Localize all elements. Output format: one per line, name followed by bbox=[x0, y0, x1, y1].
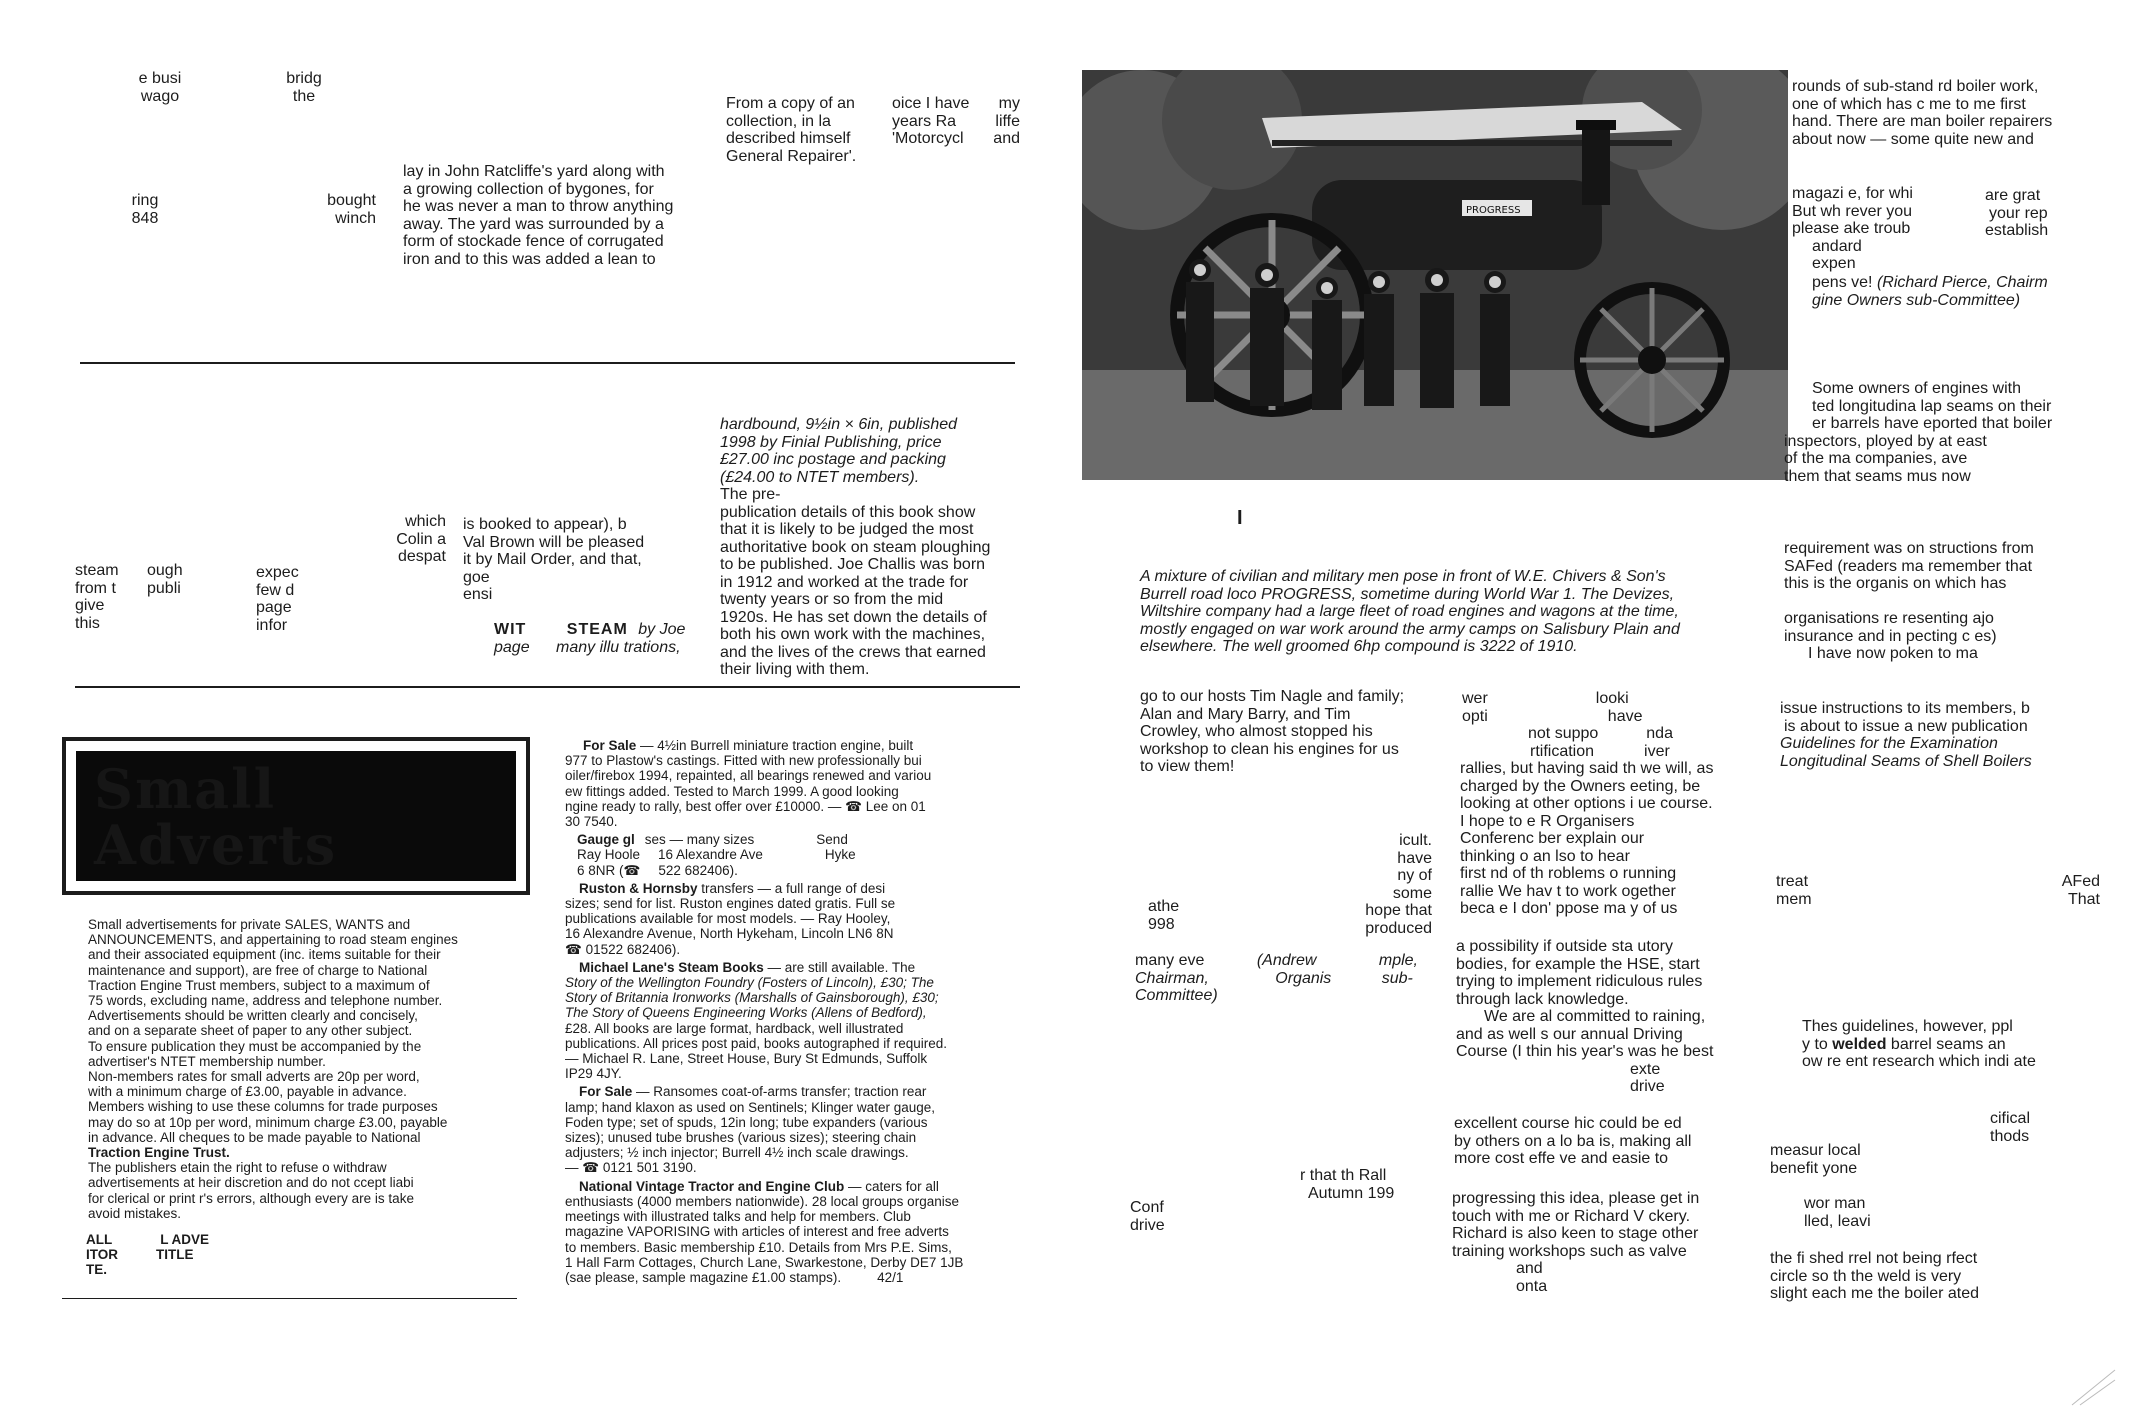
photo-caption: A mixture of civilian and military men pose in front of W.E. Chivers & Son's Burrell road loco PROGRESS, sometime during World War 1. The Devizes, Wiltshire company had a large fleet of road engines and wagons at the time, mostly engaged on war work around the army camps on Salisbury Plain and elsewhere. The well groomed 6hp compound is 3222 of 1910. bbox=[1140, 568, 1680, 655]
engine-nameplate: PROGRESS bbox=[1466, 205, 1521, 216]
guidelines-paragraph: Thes guidelines, however, ppl y to welded barrel seams an ow re ent research which indi ate bbox=[1802, 1018, 2036, 1070]
copy-paragraph-c: my liffe and bbox=[993, 95, 1020, 147]
safed-fragment: AFed That bbox=[2061, 873, 2100, 908]
fragment-row2-c: expec few d page infor bbox=[256, 564, 299, 634]
excellent-course-paragraph: excellent course hic could be ed by others on a lo ba is, making all more cost effe ve and easie to bbox=[1454, 1115, 1692, 1167]
advert-listings bbox=[565, 738, 995, 1288]
fragment-mid-a: ring 848 bbox=[131, 192, 159, 227]
small-ads-intro: Small advertisements for private SALES, WANTS and ANNOUNCEMENTS, and appertaining to road steam engines and their associated equipment (inc. items suitable for their maintenance and support), are free of charge to National Traction Engine Trust members, subject to a maximum of 75 words, excluding name, address and telephone number. Advertisements should be written clearly and concisely, and on a separate sheet of paper to any other subject. To ensure publication they must be accompanied by the advertiser's NTET membership number. Non-members rates for small adverts are 20p per word, with a minimum charge of £3.00, payable in advance. Members wishing to use these columns for trade purposes may do so at 10p per word, minimum charge £3.00, payable in advance. All cheques to be made payable to National Traction Engine Trust. The publishers etain the right to refuse o withdraw advertisements at heir discretion and do not ccept liabi for clerical or print r's errors, although every are is take avoid mistakes. bbox=[88, 917, 458, 1221]
difficult-fragment: icult. have ny of some hope that produced bbox=[1365, 832, 1432, 937]
book-author: by Joe bbox=[638, 621, 686, 638]
boiler-work-paragraph: rounds of sub-stand rd boiler work, one of which has c me to me first hand. There are man boiler repairers about now — some quite new and bbox=[1792, 78, 2053, 148]
small-adverts-logo bbox=[62, 737, 530, 895]
which-paragraph-a: which Colin a despat bbox=[396, 513, 446, 565]
book-title-part-1: WIT bbox=[494, 621, 527, 638]
finished-barrel-paragraph: the fi shed rrel not being rfect circle so th the weld is very slight each me the boiler ated bbox=[1770, 1250, 1980, 1302]
measur-fragment: measur local benefit yone bbox=[1770, 1142, 1861, 1177]
owners-paragraph: Some owners of engines with ted longitudina lap seams on their er barrels have eported that boiler inspectors, ployed by at east of the ma companies, ave them that seams mus now bbox=[1784, 380, 2053, 485]
magazine-paragraph-b: are grat your rep establish bbox=[1985, 187, 2049, 239]
possibility-paragraph: a possibility if outside sta utory bodies, for example the HSE, start trying to implement ridiculous rules through lack knowledge. We are al committed to raining, and as well s our annual Driving Course (I thin his year's was he best exte drive bbox=[1456, 938, 1714, 1095]
section-divider-1 bbox=[80, 362, 1015, 364]
advert-michael-lane-books: Michael Lane's Steam Books — are still available. The Story of the Wellington Foundry (Fosters of Lincoln), £30; The Story of Britannia Ironworks (Marshalls of Gainsborough), £30; The Story of Queens Engineering Works (Allens of Bedford), £28. All books are large format, hardback, well illustrated publications. All prices post paid, books autographed if required. — Michael R. Lane, Street House, Bury St Edmunds, Suffolk IP29 4JY. bbox=[565, 959, 947, 1082]
requirement-paragraph: requirement was on structions from SAFed (readers ma remember that this is the organis on which has bbox=[1784, 540, 2034, 592]
corner-fold-mark bbox=[2070, 1360, 2120, 1410]
ads-bottom-rule bbox=[62, 1298, 517, 1299]
historic-steam-engine-photo bbox=[1082, 70, 1788, 480]
rallies-paragraph: rallies, but having said th we will, as charged by the Owners eeting, be looking at other options i ue course. I hope to e R Organisers Conferenc ber explain our thinking o an lso to hear first nd of th roblems o running rallie We hav t to work ogether beca e I don' ppose ma y of us bbox=[1460, 760, 1714, 917]
book-pages: page bbox=[494, 638, 530, 656]
fragment-row2-a: steam from t give this bbox=[75, 562, 119, 632]
top-fragment-middle: wer looki opti have not suppo nda rtification iver bbox=[1462, 690, 1673, 760]
advert-nvtec-club: National Vintage Tractor and Engine Club — caters for all enthusiasts (4000 members nationwide). 28 local groups organise meetings with illustrated talks and help for members. Club magazine VAPORISING with articles of interest and free adverts to members. Basic membership £10. Details from Mrs P.E. Sims, 1 Hall Farm Cottages, Church Lane, Swarkestone, Derby DE7 1JB (sae please, sample magazine £1.00 stamps). 42/1 bbox=[565, 1178, 964, 1285]
small-ads-footer: ALL L ADVE ITOR TITLE TE. bbox=[86, 1232, 210, 1278]
magazine-signoff: pens ve! (Richard Pierce, Chairm gine Owners sub-Committee) bbox=[1812, 274, 2048, 309]
book-illustrations: many illu trations, bbox=[556, 638, 681, 656]
caption-marker: I bbox=[1237, 507, 1243, 529]
fragment-top-a: e busi wago bbox=[138, 70, 182, 105]
book-review-paragraph: hardbound, 9½in × 6in, published 1998 by Finial Publishing, price £27.00 inc postage and packing (£24.00 to NTET members). The pre- publication details of this book show that it is likely to be judged the most authoritative book on steam ploughing to be published. Joe Challis was born in 1912 and worked at the trade for twenty years or so from the mid 1920s. He has set down the details of both his own work with the machines, and the lives of the crews that earned their living with them. bbox=[720, 416, 991, 678]
copy-paragraph-a: From a copy of an collection, in la described himself General Repairer'. bbox=[726, 95, 857, 165]
rally-fragment: r that th Rall Autumn 199 bbox=[1300, 1167, 1395, 1202]
andrew-signoff: many eve (Andrew mple, Chairman, Organis sub- Committee) bbox=[1135, 952, 1418, 1004]
magazine-paragraph-a: magazi e, for whi But wh rever you please ake troub andard expen bbox=[1792, 185, 1913, 272]
progressing-paragraph: progressing this idea, please get in touch with me or Richard V ckery. Richard is also keen to stage other training workshops such as valve and onta bbox=[1452, 1190, 1700, 1295]
organisations-paragraph: organisations re resenting ajo insurance and in pecting c es) I have now poken to ma bbox=[1784, 610, 1997, 662]
advert-gauge-glasses: Gauge gl ses — many sizes Send Ray Hoole 16 Alexandre Ave Hyke 6 8NR (☎ 522 682406). bbox=[577, 832, 856, 878]
advert-burrell-miniature: For Sale — 4½in Burrell miniature traction engine, built 977 to Plastow's castings. Fitted with new professionally bui oiler/firebox 1994, repainted, all bearings renewed and variou ew fittings added. Tested to March 1999. A good looking ngine ready to rally, best offer over £10000. — ☎ Lee on 01 30 7540. bbox=[565, 738, 932, 830]
book-title-wit-steam bbox=[494, 621, 694, 656]
which-paragraph-b: is booked to appear), b Val Brown will be pleased it by Mail Order, and that, goe ensi bbox=[463, 516, 645, 603]
treat-fragment: treat mem bbox=[1776, 873, 1812, 908]
small-adverts-title: Small Adverts bbox=[94, 757, 338, 877]
issue-paragraph: issue instructions to its members, b is about to issue a new publication Guidelines for the Examination Longitudinal Seams of Shell Boilers bbox=[1780, 700, 2032, 770]
book-title-part-2: STEAM bbox=[566, 621, 628, 638]
fragment-row2-b: ough publi bbox=[147, 562, 183, 597]
athe-fragment: athe 998 bbox=[1148, 898, 1180, 933]
wor-fragment: wor man lled, leavi bbox=[1804, 1195, 1871, 1230]
advert-ruston-hornsby: Ruston & Hornsby transfers — a full range of desi sizes; send for list. Ruston engines dated gratis. Full se publications available for most models. — Ray Hooley, 16 Alexandre Avenue, North Hykeham, Lincoln LN6 8N ☎ 01522 682406). bbox=[565, 880, 896, 957]
advert-ref-number: 42/1 bbox=[877, 1269, 904, 1285]
conf-fragment: Conf drive bbox=[1130, 1199, 1165, 1234]
copy-paragraph-b: oice I have years Ra 'Motorcycl bbox=[892, 95, 970, 147]
ratcliffe-paragraph: lay in John Ratcliffe's yard along with a growing collection of bygones, for he was never a man to throw anything away. The yard was surrounded by a form of stockade fence of corrugated iron and to this was added a lean to bbox=[403, 163, 674, 268]
hosts-paragraph: go to our hosts Tim Nagle and family; Alan and Mary Barry, and Tim Crowley, who almost stopped his workshop to clean his engines for us to view them! bbox=[1140, 688, 1405, 775]
advert-ransomes-items: For Sale — Ransomes coat-of-arms transfer; traction rear lamp; hand klaxon as used on Sentinels; Klinger water gauge, Foden type; set of spuds, 12in long; tube expanders (various sizes); unused tube brushes (various sizes); steering chain adjusters; ½ inch injector; Burrell 4½ inch scale drawings. — ☎ 0121 501 3190. bbox=[565, 1084, 935, 1176]
cifical-fragment: cifical thods bbox=[1990, 1110, 2031, 1145]
fragment-mid-b: bought winch bbox=[327, 192, 376, 227]
fragment-top-b: bridg the bbox=[286, 70, 322, 105]
section-divider-2 bbox=[75, 686, 1020, 688]
